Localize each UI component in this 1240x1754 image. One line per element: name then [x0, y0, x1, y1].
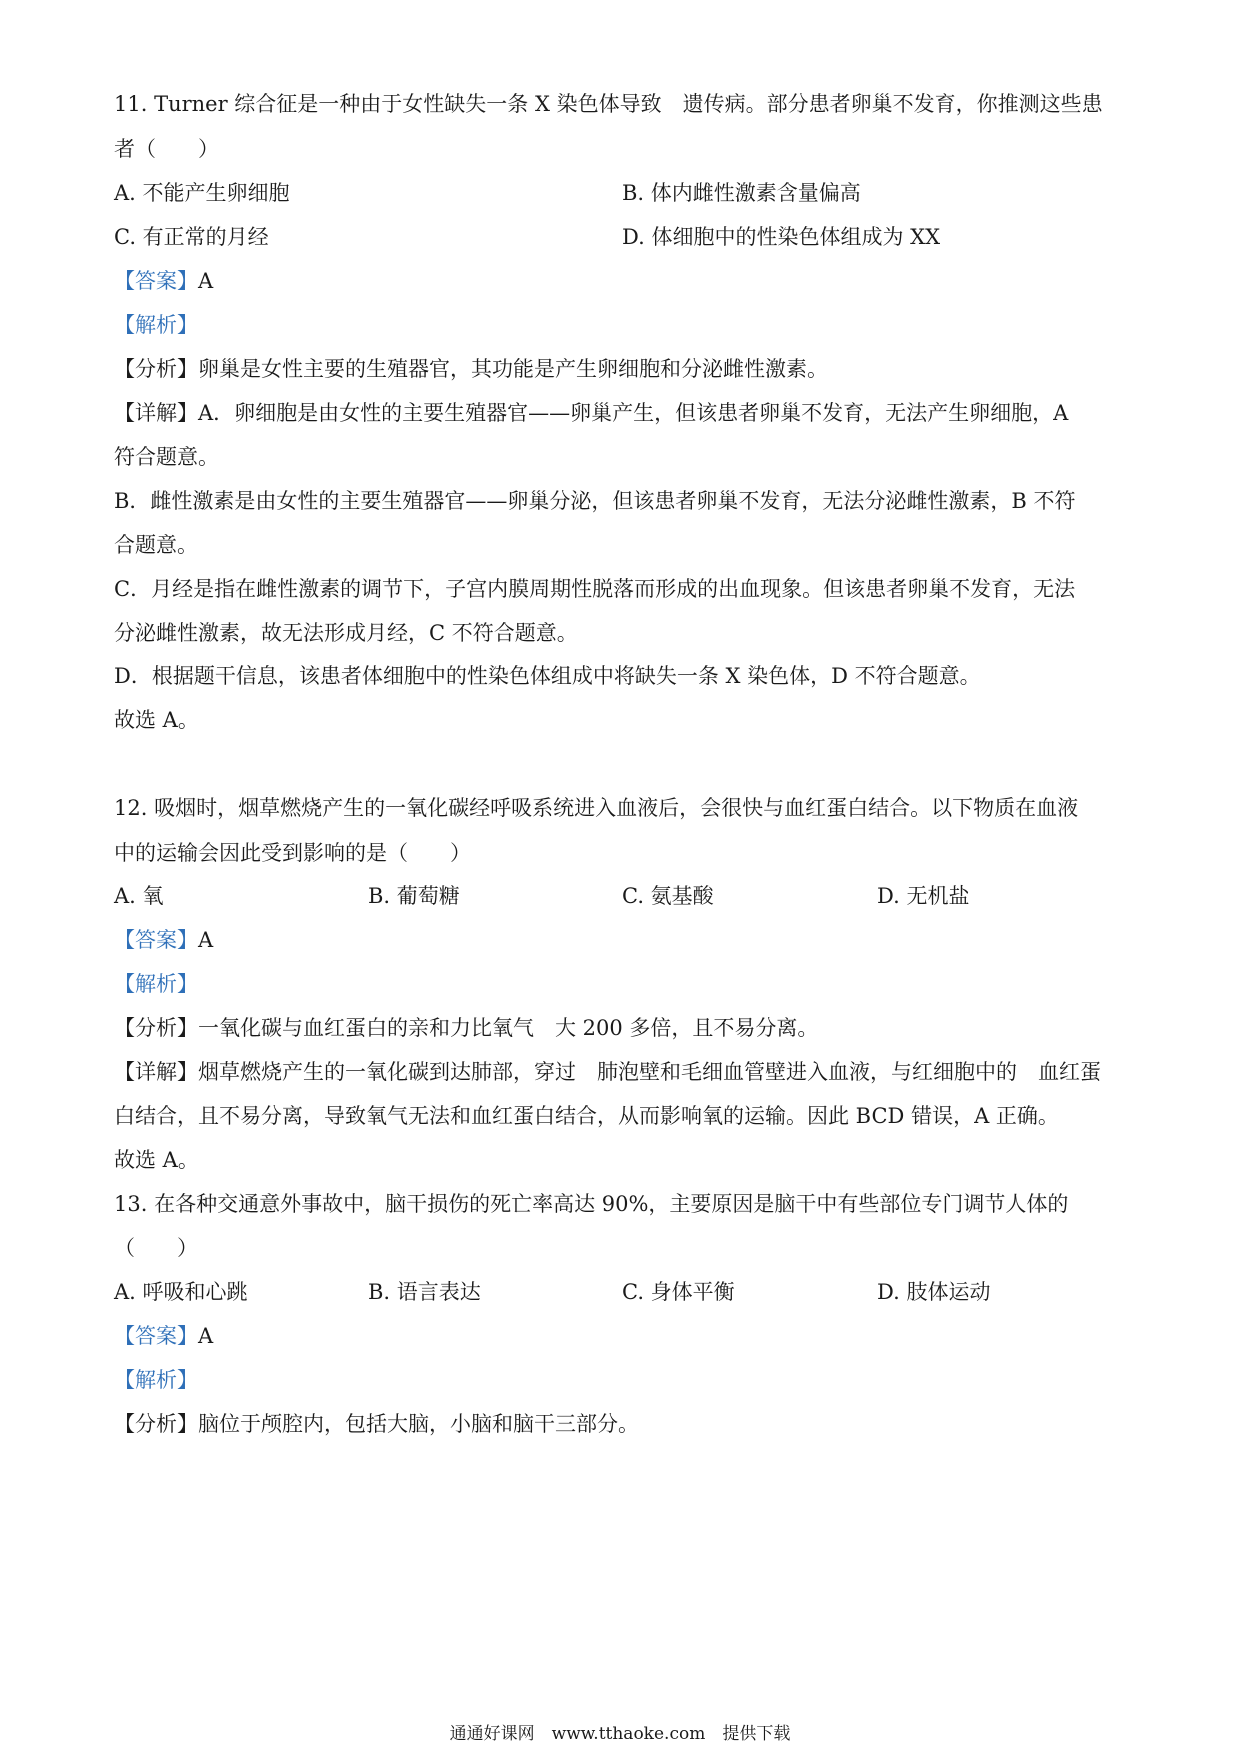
q13-option-c: C. 身体平衡 — [622, 1280, 735, 1304]
q12-conclusion: 故选 A。 — [114, 1148, 199, 1172]
fenxi-text: 脑位于颅腔内，包括大脑，小脑和脑干三部分。 — [198, 1412, 639, 1436]
q13-option-d: D. 肢体运动 — [877, 1280, 991, 1304]
xiangjie-text: A．卵细胞是由女性的主要生殖器官——卵巢产生，但该患者卵巢不发育，无法产生卵细胞，A — [198, 401, 1069, 425]
q11-b-line1: B．雌性激素是由女性的主要生殖器官——卵巢分泌，但该患者卵巢不发育，无法分泌雌性激素，B 不符 — [114, 489, 1076, 513]
xiangjie-tag: 【详解】 — [114, 1060, 198, 1084]
q13-stem-line2: （ ） — [114, 1236, 198, 1260]
q13-stem-line1: 13. 在各种交通意外事故中，脑干损伤的死亡率高达 90%，主要原因是脑干中有些部位专门调节人体的 — [114, 1192, 1069, 1216]
q11-fenxi — [114, 354, 828, 384]
answer-value: A — [198, 928, 214, 952]
q12-option-a: A. 氧 — [114, 884, 164, 908]
q12-stem-line1: 12. 吸烟时，烟草燃烧产生的一氧化碳经呼吸系统进入血液后，会很快与血红蛋白结合。以下物质在血液 — [114, 796, 1079, 820]
q12-option-c: C. 氨基酸 — [622, 884, 714, 908]
fenxi-tag: 【分析】 — [114, 357, 198, 381]
q11-d-line1: D．根据题干信息，该患者体细胞中的性染色体组成中将缺失一条 X 染色体，D 不符合题意。 — [114, 664, 981, 688]
analysis-tag: 【解析】 — [114, 1368, 198, 1392]
answer-value: A — [198, 269, 214, 293]
q13-fenxi — [114, 1409, 639, 1439]
q11-option-c: C. 有正常的月经 — [114, 225, 269, 249]
fenxi-tag: 【分析】 — [114, 1016, 198, 1040]
q12-xiangjie-line2: 白结合，且不易分离，导致氧气无法和血红蛋白结合，从而影响氧的运输。因此 BCD 错误，A 正确。 — [114, 1104, 1059, 1128]
answer-tag: 【答案】 — [114, 269, 198, 293]
fenxi-tag: 【分析】 — [114, 1412, 198, 1436]
q13-analysis — [114, 1365, 198, 1395]
q11-option-d: D. 体细胞中的性染色体组成为 XX — [622, 225, 941, 249]
fenxi-text: 卵巢是女性主要的生殖器官，其功能是产生卵细胞和分泌雌性激素。 — [198, 357, 828, 381]
q11-analysis — [114, 310, 198, 340]
analysis-tag: 【解析】 — [114, 972, 198, 996]
q13-answer — [114, 1321, 213, 1351]
q11-c-line2: 分泌雌性激素，故无法形成月经，C 不符合题意。 — [114, 621, 578, 645]
answer-tag: 【答案】 — [114, 928, 198, 952]
q12-analysis — [114, 969, 198, 999]
q11-option-b: B. 体内雌性激素含量偏高 — [622, 181, 861, 205]
q13-option-a: A. 呼吸和心跳 — [114, 1280, 248, 1304]
q12-option-b: B. 葡萄糖 — [368, 884, 460, 908]
q11-xiangjie-line1 — [114, 398, 1068, 428]
footer-watermark: 通通好课网 www.tthaoke.com 提供下载 — [449, 1724, 791, 1744]
q11-conclusion: 故选 A。 — [114, 708, 199, 732]
q11-answer — [114, 266, 213, 296]
q11-xiangjie-line2: 符合题意。 — [114, 445, 219, 469]
analysis-tag: 【解析】 — [114, 313, 198, 337]
q11-stem-line1: 11. Turner 综合征是一种由于女性缺失一条 X 染色体导致 遗传病。部分患者卵巢不发育，你推测这些患 — [114, 92, 1103, 116]
q12-xiangjie-line1 — [114, 1057, 1101, 1087]
q12-stem-line2: 中的运输会因此受到影响的是（ ） — [114, 841, 471, 865]
answer-value: A — [198, 1324, 214, 1348]
q12-answer — [114, 925, 213, 955]
q12-fenxi — [114, 1013, 818, 1043]
q11-b-line2: 合题意。 — [114, 533, 198, 557]
q13-option-b: B. 语言表达 — [368, 1280, 481, 1304]
xiangjie-tag: 【详解】 — [114, 401, 198, 425]
fenxi-text: 一氧化碳与血红蛋白的亲和力比氧气 大 200 多倍，且不易分离。 — [198, 1016, 819, 1040]
q12-option-d: D. 无机盐 — [877, 884, 970, 908]
xiangjie-text: 烟草燃烧产生的一氧化碳到达肺部，穿过 肺泡壁和毛细血管壁进入血液，与红细胞中的 血红蛋 — [198, 1060, 1101, 1084]
q11-option-a: A. 不能产生卵细胞 — [114, 181, 290, 205]
q11-stem-line2: 者（ ） — [114, 137, 219, 161]
q11-c-line1: C．月经是指在雌性激素的调节下，子宫内膜周期性脱落而形成的出血现象。但该患者卵巢不发育，无法 — [114, 577, 1076, 601]
answer-tag: 【答案】 — [114, 1324, 198, 1348]
